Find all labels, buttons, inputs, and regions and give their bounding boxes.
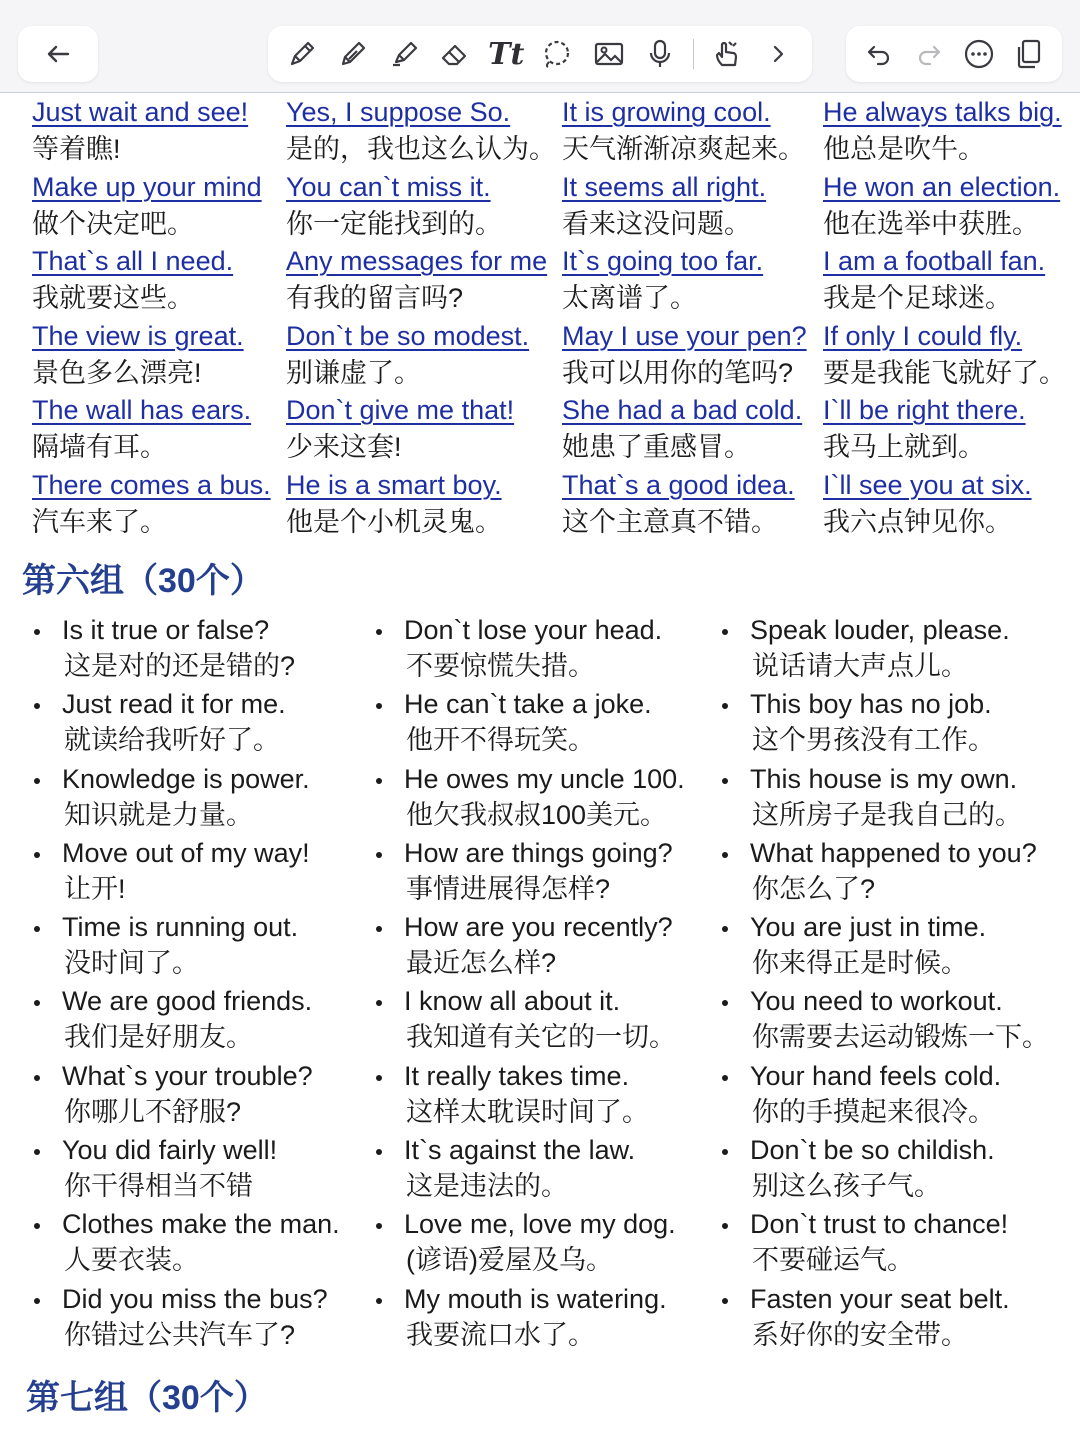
bullet-icon: [722, 1000, 728, 1006]
phrase-translation: 这是对的还是错的?: [64, 651, 296, 681]
phrase-translation: 太离谱了。: [562, 283, 697, 313]
bullet-icon: [376, 852, 382, 858]
document-actions-bar: [846, 26, 1062, 82]
phrase-row: [0, 94, 1080, 169]
phrase-cell: [562, 467, 795, 541]
phrase-link[interactable]: I`ll be right there.: [823, 395, 1026, 425]
highlighter-icon[interactable]: [386, 36, 422, 72]
phrase-translation: 我知道有关它的一切。: [406, 1022, 676, 1053]
eraser-icon[interactable]: [437, 36, 473, 72]
bullet-icon: [376, 1223, 382, 1229]
phrase-translation: 你的手摸起来很冷。: [752, 1096, 995, 1127]
phrase-link[interactable]: That`s all I need.: [32, 246, 234, 276]
phrase-english: Move out of my way!: [62, 837, 310, 868]
phrase-link[interactable]: Don`t be so modest.: [286, 320, 530, 351]
phrase-translation: 隔墙有耳。: [32, 432, 167, 462]
phrase-link[interactable]: The view is great.: [32, 320, 244, 351]
phrase-link[interactable]: He is a smart boy.: [286, 469, 502, 500]
image-icon[interactable]: [591, 36, 627, 72]
phrase-link[interactable]: May I use your pen?: [562, 320, 807, 351]
phrase-translation: 我是个足球迷。: [823, 283, 1012, 313]
phrase-cell: [823, 467, 1032, 541]
phrase-english: How are things going?: [404, 837, 673, 868]
phrase-translation: 最近怎么样?: [406, 948, 557, 979]
bullet-icon: [722, 1223, 728, 1229]
phrase-translation: 这所房子是我自己的。: [752, 799, 1022, 830]
phrase-english: He can`t take a joke.: [404, 689, 652, 720]
bullet-icon: [34, 1000, 40, 1006]
phrase-link[interactable]: It is growing cool.: [562, 97, 771, 127]
phrase-cell: [562, 243, 763, 317]
phrase-link[interactable]: It seems all right.: [562, 171, 767, 202]
phrase-english: My mouth is watering.: [404, 1283, 667, 1314]
phrase-translation: 天气渐渐凉爽起来。: [562, 134, 805, 164]
phrase-english: This boy has no job.: [750, 689, 992, 720]
bullet-icon: [376, 1149, 382, 1155]
phrase-link[interactable]: Make up your mind: [32, 171, 262, 202]
phrase-translation: 我们是好朋友。: [64, 1022, 253, 1053]
toolbar: [0, 0, 1080, 93]
phrase-link[interactable]: Just wait and see!: [32, 97, 249, 127]
bullet-icon: [376, 703, 382, 709]
phrase-row: [0, 169, 1080, 244]
bullet-icon: [722, 629, 728, 635]
phrase-translation: 他在选举中获胜。: [823, 208, 1039, 239]
phrase-translation: 我可以用你的笔吗?: [562, 357, 794, 388]
phrase-cell: [32, 467, 271, 541]
phrase-translation: 你需要去运动锻炼一下。: [752, 1022, 1049, 1053]
phrase-english: Speak louder, please.: [750, 615, 1010, 645]
phrase-translation: 有我的留言吗?: [286, 283, 464, 313]
phrase-cell: [286, 169, 502, 243]
phrase-english: Is it true or false?: [62, 615, 270, 645]
phrase-cell: [286, 94, 556, 168]
phrase-grid: [0, 94, 1080, 541]
phrase-english: Knowledge is power.: [62, 763, 310, 794]
phrase-translation: 做个决定吧。: [32, 208, 194, 239]
toolbar-divider: [693, 39, 694, 69]
phrase-translation: 你一定能找到的。: [286, 208, 502, 239]
phrase-translation: 是的，我也这么认为。: [286, 134, 556, 164]
phrase-english: Fasten your seat belt.: [750, 1283, 1010, 1314]
phrase-cell: [286, 318, 529, 392]
bullet-icon: [722, 778, 728, 784]
phrase-english: Your hand feels cold.: [750, 1060, 1002, 1091]
bullet-icon: [34, 778, 40, 784]
phrase-translation: 你来得正是时候。: [752, 948, 968, 979]
phrase-link[interactable]: I am a football fan.: [823, 246, 1046, 276]
phrase-cell: [823, 318, 1066, 392]
drawing-tools-bar: [268, 26, 812, 82]
phrase-link[interactable]: She had a bad cold.: [562, 395, 803, 425]
bullet-icon: [34, 852, 40, 858]
phrase-translation: 我就要这些。: [32, 283, 194, 313]
phrase-cell: [562, 94, 805, 168]
phrase-row: [0, 467, 1080, 542]
phrase-english: It really takes time.: [404, 1060, 630, 1091]
bullet-icon: [376, 1298, 382, 1304]
section-7-title: 第七组（30个）: [26, 1379, 268, 1417]
phrase-english: It`s against the law.: [404, 1135, 636, 1166]
phrase-english: We are good friends.: [62, 986, 313, 1017]
phrase-english: Time is running out.: [62, 912, 299, 943]
phrase-translation: 别这么孩子气。: [752, 1171, 941, 1202]
back-button[interactable]: [18, 26, 98, 82]
phrase-translation: 他总是吹牛。: [823, 134, 985, 164]
phrase-english: Don`t lose your head.: [404, 615, 663, 645]
phrase-translation: 要是我能飞就好了。: [823, 357, 1066, 388]
phrase-translation: 这个主意真不错。: [562, 506, 778, 537]
phrase-cell: [823, 169, 1060, 243]
phrase-translation: 他开不得玩笑。: [406, 725, 595, 756]
phrase-row: [0, 243, 1080, 318]
phrase-translation: 他欠我叔叔100美元。: [406, 799, 668, 830]
phrase-link[interactable]: That`s a good idea.: [562, 469, 795, 500]
phrase-english: Don`t be so childish.: [750, 1135, 995, 1166]
phrase-translation: 你错过公共汽车了?: [64, 1319, 296, 1350]
bullet-icon: [722, 1149, 728, 1155]
phrase-translation: 别谦虚了。: [286, 357, 421, 388]
phrase-english: Love me, love my dog.: [404, 1209, 676, 1240]
bullet-icon: [34, 1298, 40, 1304]
phrase-translation: 这是违法的。: [406, 1171, 568, 1202]
phrase-link[interactable]: He won an election.: [823, 171, 1061, 202]
chevron-right-icon[interactable]: [760, 36, 796, 72]
phrase-translation: 事情进展得怎样?: [406, 873, 611, 904]
phrase-translation: 她患了重感冒。: [562, 432, 751, 462]
phrase-english: He owes my uncle 100.: [404, 763, 685, 794]
bullet-icon: [376, 778, 382, 784]
phrase-english: This house is my own.: [750, 763, 1018, 794]
phrase-link[interactable]: It`s going too far.: [562, 246, 764, 276]
bullet-icon: [34, 1075, 40, 1081]
bullet-icon: [34, 1149, 40, 1155]
phrase-translation: 你哪儿不舒服?: [64, 1096, 242, 1127]
phrase-cell: [286, 392, 514, 466]
bullet-icon: [34, 1223, 40, 1229]
phrase-translation: 不要碰运气。: [752, 1245, 914, 1276]
phrase-cell: [823, 94, 1062, 168]
bullet-icon: [722, 926, 728, 932]
phrase-english: You need to workout.: [750, 986, 1003, 1017]
text-tool-icon[interactable]: Tt: [488, 36, 525, 72]
phrase-link[interactable]: Any messages for me: [286, 246, 548, 276]
phrase-cell: [32, 169, 262, 243]
fountain-pen-icon[interactable]: [335, 36, 371, 72]
phrase-english: Just read it for me.: [62, 689, 286, 720]
bullet-icon: [722, 1075, 728, 1081]
section-6-title: 第六组（30个）: [22, 562, 264, 600]
phrase-link[interactable]: You can`t miss it.: [286, 171, 491, 202]
phrase-english: What happened to you?: [750, 837, 1037, 868]
phrase-translation: 我马上就到。: [823, 432, 985, 462]
bullet-icon: [722, 852, 728, 858]
lasso-icon[interactable]: [539, 36, 575, 72]
bullet-icon: [376, 926, 382, 932]
phrase-link[interactable]: There comes a bus.: [32, 469, 271, 500]
phrase-english: Clothes make the man.: [62, 1209, 340, 1240]
bullet-icon: [722, 1298, 728, 1304]
phrase-translation: 汽车来了。: [32, 506, 167, 537]
phrase-translation: 我要流口水了。: [406, 1319, 595, 1350]
touch-gesture-icon[interactable]: [709, 36, 745, 72]
phrase-cell: [823, 243, 1045, 317]
phrase-translation: 说话请大声点儿。: [752, 651, 968, 681]
phrase-translation: 他是个小机灵鬼。: [286, 506, 502, 537]
microphone-icon[interactable]: [642, 36, 678, 72]
phrase-link[interactable]: The wall has ears.: [32, 395, 252, 425]
phrase-translation: 人要衣装。: [64, 1245, 199, 1276]
back-arrow-icon: [40, 36, 76, 72]
phrase-translation: 知识就是力量。: [64, 799, 253, 830]
bullet-icon: [34, 703, 40, 709]
phrase-cell: [823, 392, 1026, 466]
more-icon[interactable]: [961, 36, 997, 72]
phrase-link[interactable]: Yes, I suppose So.: [286, 97, 511, 127]
phrase-link[interactable]: He always talks big.: [823, 97, 1062, 127]
phrase-cell: [286, 243, 547, 317]
phrase-translation: 让开!: [64, 873, 126, 904]
bullet-icon: [376, 1000, 382, 1006]
phrase-translation: 少来这套!: [286, 432, 402, 462]
pen-icon[interactable]: [284, 36, 320, 72]
phrase-english: Did you miss the bus?: [62, 1283, 328, 1314]
phrase-translation: (谚语)爱屋及乌。: [406, 1245, 613, 1276]
phrase-translation: 你干得相当不错: [64, 1171, 253, 1202]
phrase-translation: 系好你的安全带。: [752, 1319, 968, 1350]
pages-icon[interactable]: [1011, 36, 1047, 72]
phrase-row: [0, 392, 1080, 467]
phrase-cell: [562, 318, 807, 392]
bullet-icon: [34, 629, 40, 635]
phrase-cell: [562, 392, 802, 466]
phrase-translation: 就读给我听好了。: [64, 725, 280, 756]
phrase-link[interactable]: I`ll see you at six.: [823, 469, 1032, 500]
phrase-translation: 我六点钟见你。: [823, 506, 1012, 537]
phrase-link[interactable]: If only I could fly.: [823, 320, 1023, 351]
phrase-cell: [32, 392, 251, 466]
phrase-translation: 等着瞧!: [32, 134, 121, 164]
phrase-english: What`s your trouble?: [62, 1060, 313, 1091]
phrase-cell: [32, 94, 248, 168]
undo-icon[interactable]: [861, 36, 897, 72]
phrase-cell: [32, 318, 244, 392]
phrase-cell: [32, 243, 233, 317]
bullet-icon: [376, 1075, 382, 1081]
bullet-icon: [34, 926, 40, 932]
bullet-icon: [722, 703, 728, 709]
redo-icon[interactable]: [911, 36, 947, 72]
phrase-link[interactable]: Don`t give me that!: [286, 395, 515, 425]
phrase-cell: [286, 467, 502, 541]
phrase-english: I know all about it.: [404, 986, 621, 1017]
phrase-translation: 看来这没问题。: [562, 208, 751, 239]
bullet-icon: [376, 629, 382, 635]
phrase-english: Don`t trust to chance!: [750, 1209, 1009, 1240]
phrase-english: You did fairly well!: [62, 1135, 278, 1166]
phrase-translation: 这样太耽误时间了。: [406, 1096, 649, 1127]
phrase-row: [0, 318, 1080, 393]
phrase-cell: [562, 169, 766, 243]
phrase-translation: 你怎么了?: [752, 873, 876, 904]
phrase-translation: 这个男孩没有工作。: [752, 725, 995, 756]
phrase-translation: 不要惊慌失措。: [406, 651, 595, 681]
phrase-english: How are you recently?: [404, 912, 673, 943]
phrase-english: You are just in time.: [750, 912, 987, 943]
phrase-translation: 没时间了。: [64, 948, 199, 979]
phrase-translation: 景色多么漂亮!: [32, 357, 202, 388]
